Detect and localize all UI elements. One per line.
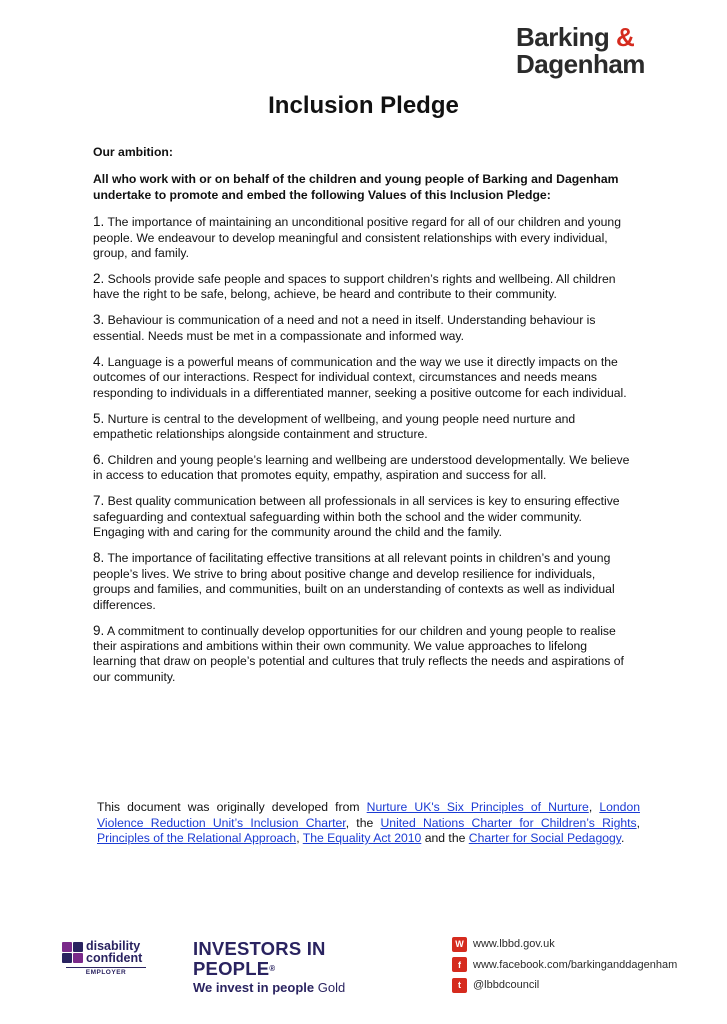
logo-line-2: Dagenham	[516, 49, 645, 79]
contact-web[interactable]: W www.lbbd.gov.uk	[452, 934, 702, 954]
page-title: Inclusion Pledge	[268, 92, 459, 119]
disability-confident-icon	[62, 942, 84, 964]
value-item-4: 4. Language is a powerful means of communication and the way we use it directly impacts on the outcomes of our interactions. Respect for individual context, circumstances and needs means responding to individuals in a differentiated manner, seeking a positive outcome for each individual.	[93, 353, 627, 400]
contact-list	[452, 934, 702, 996]
source-footnote: This document was originally developed from Nurture UK's Six Principles of Nurture, London Violence Reduction Unit’s Inclusion Charter, the United Nations Charter for Children’s Rights, Principles of the Relational Approach, The Equality Act 2010 and the Charter for Social Pedagogy.	[97, 800, 641, 846]
contact-facebook[interactable]: f www.facebook.com/barkinganddagenham	[452, 955, 702, 975]
logo-ampersand: &	[616, 22, 635, 52]
intro-paragraph: All who work with or on behalf of the children and young people of Barking and Dagenham undertake to promote and embed the following Values of this Inclusion Pledge:	[93, 172, 619, 202]
link-nurture-uk[interactable]: Nurture UK's Six Principles of Nurture	[366, 800, 589, 814]
value-item-3: 3. Behaviour is communication of a need and not a need in itself. Understanding behaviour is essential. Needs must be met in a compassionate and informed way.	[93, 312, 596, 343]
value-item-6: 6. Children and young people’s learning and wellbeing are understood developmentally. We believe in access to education that promotes equity, empathy, aspiration and success for all.	[93, 452, 630, 483]
value-item-7: 7. Best quality communication between all professionals in all services is key to ensuring effective safeguarding and contextual safeguarding within both the school and the wider community. Engaging with and caring for the community around the child and the family.	[93, 493, 620, 540]
link-social-pedagogy[interactable]: Charter for Social Pedagogy	[468, 831, 621, 846]
investors-in-people-logo: INVESTORS IN PEOPLE® We invest in people Gold	[193, 938, 346, 995]
link-relational-approach[interactable]: Principles of the Relational Approach	[97, 831, 297, 846]
contact-twitter[interactable]: t @lbbdcouncil	[452, 975, 702, 995]
value-item-2: 2. Schools provide safe people and spaces to support children’s rights and wellbeing. All children have the right to be safe, belong, achieve, be heard and contribute to their community.	[93, 271, 616, 302]
value-item-8: 8. The importance of facilitating effective transitions at all relevant points in children’s and young people’s lives. We strive to bring about positive change and develop resilience for individuals, groups and families, and communities, built on an understanding of contexts as well as individual differences.	[93, 550, 615, 612]
value-item-9: 9. A commitment to continually develop opportunities for our children and young people to realise their aspirations and ambitions within their own community. We value approaches to lifelong learning that draw on people’s potential and cultures that truly reflects the needs and aspirations of our community.	[93, 622, 624, 684]
disability-confident-logo: disability confident EMPLOYER	[62, 940, 146, 980]
link-un-charter[interactable]: United Nations Charter for Children’s Rights	[380, 815, 637, 830]
facebook-icon: f	[452, 957, 467, 972]
twitter-icon: t	[452, 978, 467, 993]
link-london-vru[interactable]: London Violence Reduction Unit’s Inclusion Charter	[97, 800, 640, 830]
value-item-1: 1. The importance of maintaining an unconditional positive regard for all of our children and young people. We endeavour to develop meaningful and consistent relationships with every individual, group, and family.	[93, 214, 621, 261]
ambition-heading: Our ambition:	[93, 145, 173, 159]
pledge-content	[93, 145, 633, 695]
link-equality-act[interactable]: The Equality Act 2010	[302, 831, 422, 846]
logo-line-1: Barking &	[516, 22, 635, 52]
web-icon: W	[452, 937, 467, 952]
value-item-5: 5. Nurture is central to the development of wellbeing, and young people need nurture and empathetic relationships alongside containment and structure.	[93, 410, 576, 442]
page-footer	[0, 925, 727, 995]
barking-dagenham-logo	[516, 24, 686, 78]
